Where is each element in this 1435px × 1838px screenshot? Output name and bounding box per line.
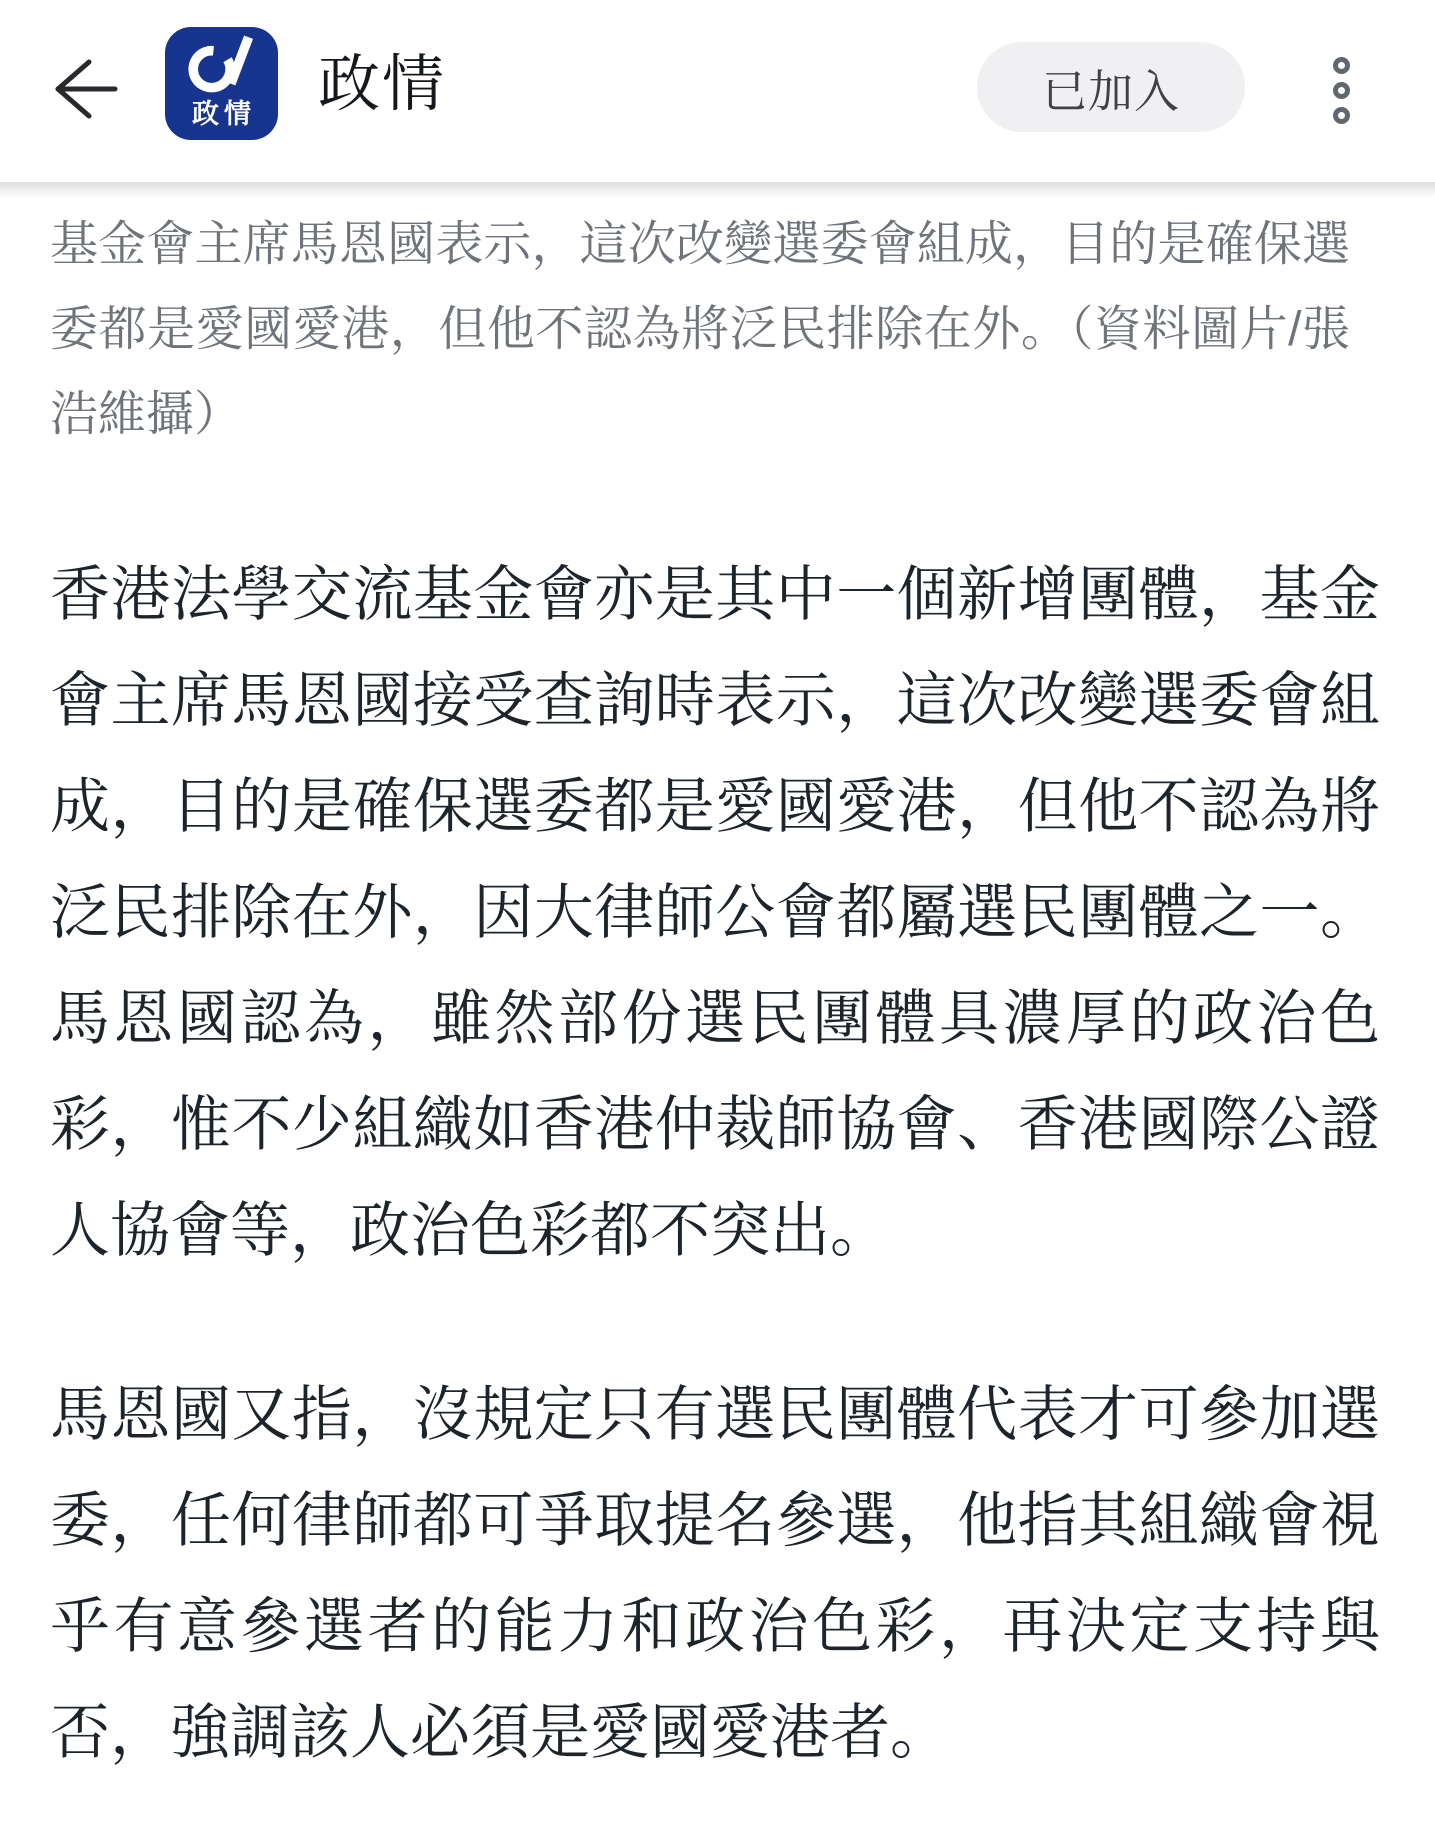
kebab-menu-icon [1333,82,1350,99]
kebab-menu-icon [1333,57,1350,74]
channel-badge-label: 政情 [192,99,256,129]
article-paragraph: 香港法學交流基金會亦是其中一個新增團體，基金會主席馬恩國接受查詢時表示，這次改變選委會組成，目的是確保選委都是愛國愛港，但他不認為將泛民排除在外，因大律師公會都屬選民團體之一。馬恩國認為，雖然部份選民團體具濃厚的政治色彩，惟不少組織如香港仲裁師協會、香港國際公證人協會等，政治色彩都不突出。 [50,561,1380,1264]
article-body [50,542,1380,1786]
back-button[interactable] [34,40,134,140]
hk01-logo-icon [183,35,261,97]
kebab-menu-button[interactable] [1310,40,1372,140]
kebab-menu-icon [1333,107,1350,124]
app-bar [0,0,1435,182]
channel-badge[interactable] [165,27,278,140]
photo-caption: 基金會主席馬恩國表示，這次改變選委會組成，目的是確保選委都是愛國愛港，但他不認為將泛民排除在外。（資料圖片/張浩維攝） [50,218,1350,441]
arrow-left-icon [45,50,123,131]
page-title: 政情 [318,50,447,119]
joined-button[interactable]: 已加入 [977,42,1245,132]
app-bar-shadow [0,182,1435,198]
article-paragraph: 馬恩國又指，沒規定只有選民團體代表才可參加選委，任何律師都可爭取提名參選，他指其組織會視乎有意參選者的能力和政治色彩，再決定支持與否，強調該人必須是愛國愛港者。 [50,1381,1380,1766]
